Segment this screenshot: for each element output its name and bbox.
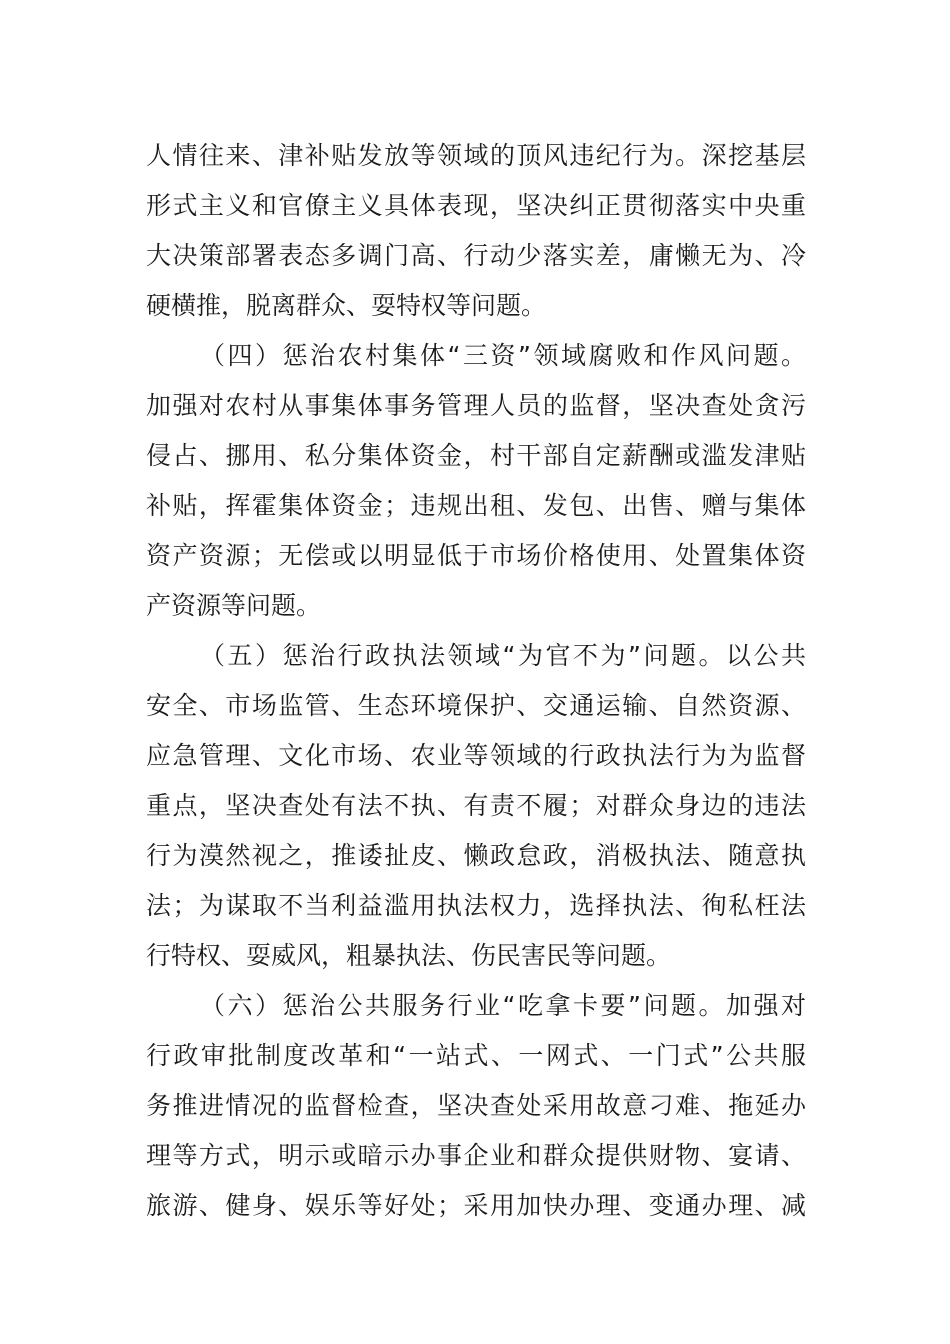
text-line: 大决策部署表态多调门高、行动少落实差，庸懒无为、冷 bbox=[146, 241, 806, 270]
text-line: 理等方式，明示或暗示办事企业和群众提供财物、宴请、 bbox=[146, 1141, 806, 1170]
text-line: 旅游、健身、娱乐等好处；采用加快办理、变通办理、减 bbox=[146, 1191, 806, 1220]
text-line: 资产资源；无偿或以明显低于市场价格使用、处置集体资 bbox=[146, 541, 806, 570]
section-heading-5: （五）惩治行政执法领域“为官不为”问题。以公共 bbox=[200, 641, 806, 670]
text-line: 应急管理、文化市场、农业等领域的行政执法行为为监督 bbox=[146, 741, 806, 770]
text-line: 务推进情况的监督检查，坚决查处采用故意刁难、拖延办 bbox=[146, 1091, 806, 1120]
section-heading-6: （六）惩治公共服务行业“吃拿卡要”问题。加强对 bbox=[200, 991, 806, 1020]
text-line: 行为漠然视之，推诿扯皮、懒政怠政，消极执法、随意执 bbox=[146, 841, 806, 870]
text-line: 侵占、挪用、私分集体资金，村干部自定薪酬或滥发津贴 bbox=[146, 441, 806, 470]
text-line: 人情往来、津补贴发放等领域的顶风违纪行为。深挖基层 bbox=[146, 141, 806, 170]
text-line: 加强对农村从事集体事务管理人员的监督，坚决查处贪污 bbox=[146, 391, 806, 420]
text-line: 补贴，挥霍集体资金；违规出租、发包、出售、赠与集体 bbox=[146, 491, 806, 520]
text-line: 行特权、耍威风，粗暴执法、伤民害民等问题。 bbox=[146, 941, 672, 970]
text-line: 行政审批制度改革和“一站式、一网式、一门式”公共服 bbox=[146, 1041, 806, 1070]
section-heading-4: （四）惩治农村集体“三资”领域腐败和作风问题。 bbox=[200, 341, 806, 370]
text-line: 重点，坚决查处有法不执、有责不履；对群众身边的违法 bbox=[146, 791, 806, 820]
text-line: 形式主义和官僚主义具体表现，坚决纠正贯彻落实中央重 bbox=[146, 191, 806, 220]
text-line: 法；为谋取不当利益滥用执法权力，选择执法、徇私枉法 bbox=[146, 891, 806, 920]
text-line: 硬横推，脱离群众、耍特权等问题。 bbox=[146, 291, 547, 320]
text-line: 安全、市场监管、生态环境保护、交通运输、自然资源、 bbox=[146, 691, 806, 720]
text-line: 产资源等问题。 bbox=[146, 591, 322, 620]
